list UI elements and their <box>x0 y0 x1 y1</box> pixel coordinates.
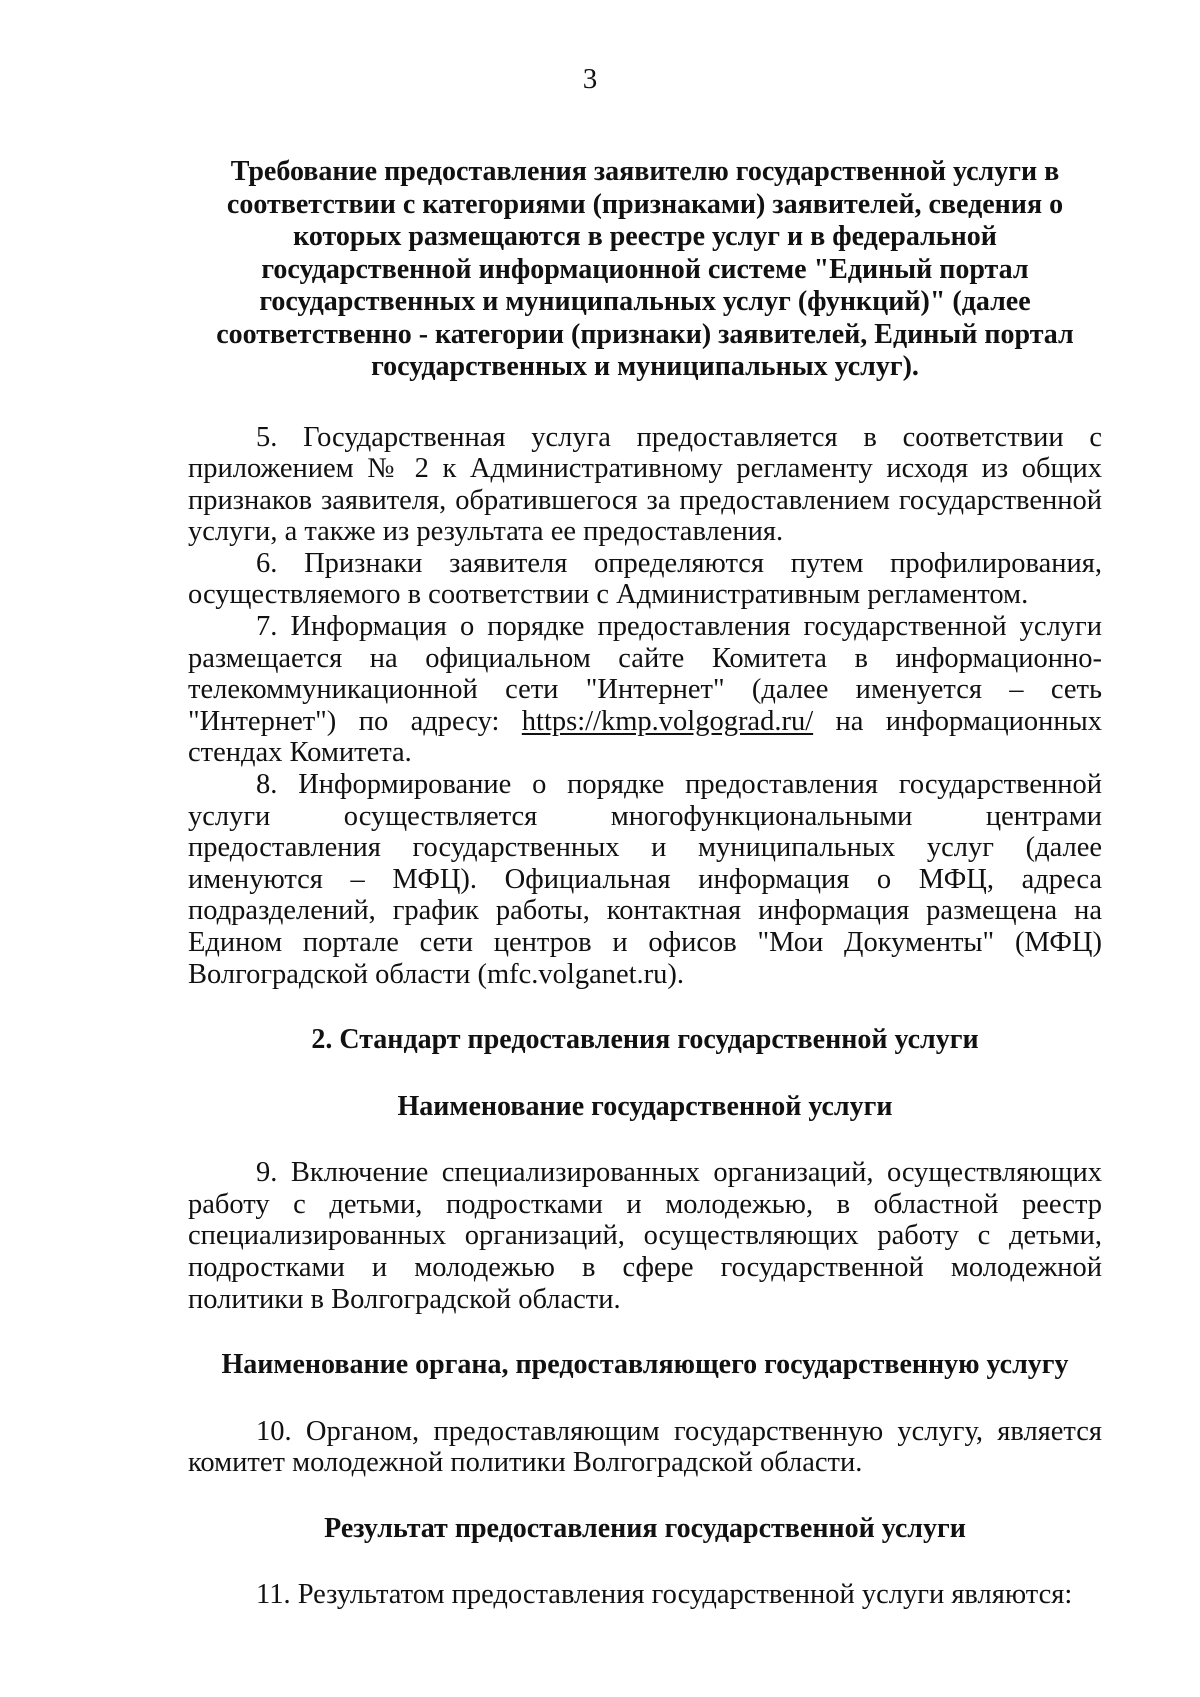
paragraph-5: 5. Государственная услуга предоставляется в соответствии с приложением № 2 к Административному регламенту исходя из общих признаков заявителя, обратившегося за предоставлением государственной услуги, а также из результата ее предоставления. <box>188 421 1102 548</box>
paragraph-8: 8. Информирование о порядке предоставления государственной услуги осуществляется многофункциональными центрами предоставления государственных и муниципальных услуг (далее именуются – МФЦ). Официальная информация о МФЦ, адреса подразделений, график работы, контактная информация размещена на Едином портале сети центров и офисов "Мои Документы" (МФЦ) Волгоградской области (mfc.volganet.ru). <box>188 769 1102 990</box>
paragraph-9: 9. Включение специализированных организаций, осуществляющих работу с детьми, подростками и молодежью, в областной реестр специализированных организаций, осуществляющих работу с детьми, подростками и молодежью в сфере государственной молодежной политики в Волгоградской области. <box>188 1157 1102 1315</box>
result-heading: Результат предоставления государственной услуги <box>324 1512 966 1544</box>
paragraph-7-text-start: 7. Информация о порядке предоставления государственной услуги размещается на официальном сайте Комитета в информационно-телекоммуникационной сети "Интернет" (далее именуется – сеть "Интернет") по адресу: <box>188 611 1102 737</box>
paragraph-6: 6. Признаки заявителя определяются путем профилирования, осуществляемого в соответствии с Административным регламентом. <box>188 547 1102 611</box>
service-name-heading: Наименование государственной услуги <box>397 1090 893 1122</box>
requirement-heading: Требование предоставления заявителю государственной услуги в соответствии с категориями (признаками) заявителей, сведения о которых размещаются в реестре услуг и в федеральной государственной информационной системе "Единый портал государственных и муниципальных услуг (функций)" (далее соответственно - категории (признаки) заявителей, Единый портал государственных и муниципальных услуг). <box>216 156 1074 382</box>
paragraph-10: 10. Органом, предоставляющим государственную услугу, является комитет молодежной политики Волгоградской области. <box>188 1415 1102 1479</box>
paragraph-11: 11. Результатом предоставления государственной услуги являются: <box>256 1579 1073 1611</box>
document-body <box>188 156 1102 1611</box>
section-2-heading: 2. Стандарт предоставления государственной услуги <box>311 1024 979 1056</box>
paragraph-7 <box>188 611 1102 769</box>
paragraph-7-text-end: на информационных стендах Комитета. <box>188 705 1102 769</box>
authority-name-heading: Наименование органа, предоставляющего государственную услугу <box>221 1349 1069 1381</box>
page-number: 3 <box>582 63 598 95</box>
kmp-website-link[interactable]: https://kmp.volgograd.ru/ <box>521 705 814 737</box>
